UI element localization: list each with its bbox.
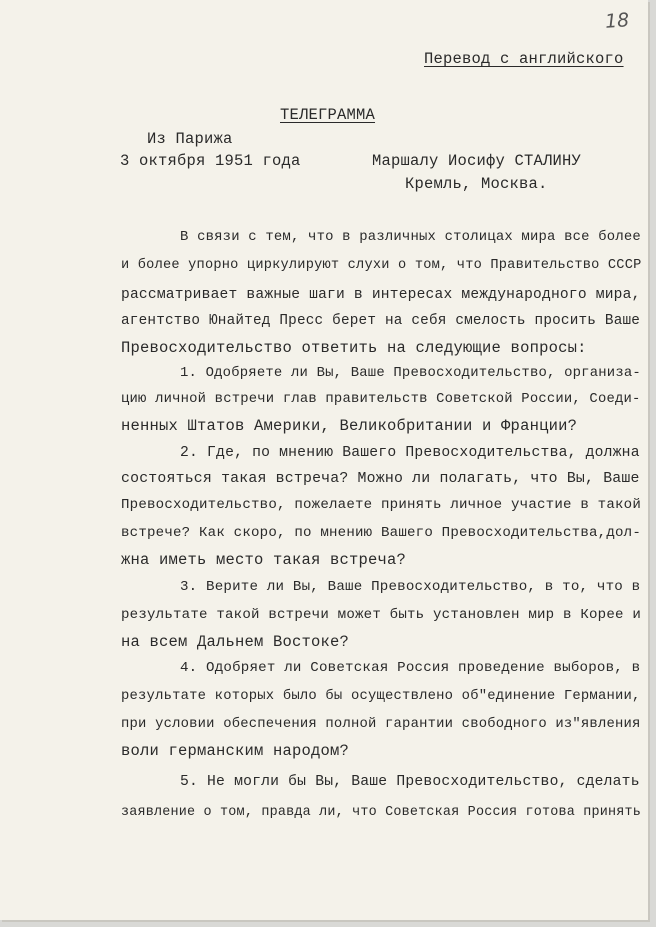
question-3-line: 3. Верите ли Вы, Ваше Превосходительство, в то, что в: [180, 579, 641, 595]
question-5-line: заявление о том, правда ли, что Советская Россия готова принять: [121, 805, 642, 820]
addressee-address: Кремль, Москва.: [405, 175, 548, 193]
body-line: агентство Юнайтед Пресс берет на себя смелость просить Ваше: [121, 313, 641, 329]
question-3-line: на всем Дальнем Востоке?: [121, 633, 350, 651]
question-2-line: 2. Где, по мнению Вашего Превосходительства, должна: [180, 445, 640, 461]
question-2-line: встрече? Как скоро, по мнению Вашего Превосходительства,дол-: [121, 525, 642, 541]
body-line: В связи с тем, что в различных столицах мира все более: [180, 229, 641, 245]
question-1-line: ненных Штатов Америки, Великобритании и Франции?: [121, 417, 578, 435]
question-1-line: 1. Одобряете ли Вы, Ваше Превосходительство, организа-: [180, 365, 641, 381]
question-4-line: результате которых было бы осуществлено об"единение Германии,: [121, 688, 641, 704]
telegram-date: 3 октября 1951 года: [120, 152, 301, 170]
origin-place: Из Парижа: [147, 130, 233, 148]
question-4-line: 4. Одобряет ли Советская Россия проведение выборов, в: [180, 660, 641, 676]
question-5-line: 5. Не могли бы Вы, Ваше Превосходительство, сделать: [180, 774, 640, 790]
question-2-line: состояться такая встреча? Можно ли полагать, что Вы, Ваше: [121, 471, 640, 487]
body-line: и более упорно циркулируют слухи о том, что Правительство СССР: [121, 258, 642, 273]
addressee-name: Маршалу Иосифу СТАЛИНУ: [372, 152, 582, 170]
question-2-line: Превосходительство, пожелаете принять личное участие в такой: [121, 497, 642, 513]
question-4-line: при условии обеспечения полной гарантии свободного из"явления: [121, 716, 641, 732]
question-1-line: цию личной встречи глав правительств Советской России, Соеди-: [121, 391, 641, 407]
question-4-line: воли германским народом?: [121, 742, 350, 760]
body-line: Превосходительство ответить на следующие вопросы:: [121, 339, 587, 357]
translation-note: Перевод с английского: [424, 50, 624, 68]
document-type-title: ТЕЛЕГРАММА: [280, 106, 376, 124]
question-3-line: результате такой встречи может быть установлен мир в Корее и: [121, 607, 642, 623]
question-2-line: жна иметь место такая встреча?: [121, 551, 407, 569]
page-number: 18: [604, 9, 630, 33]
body-line: рассматривает важные шаги в интересах международного мира,: [121, 287, 641, 303]
